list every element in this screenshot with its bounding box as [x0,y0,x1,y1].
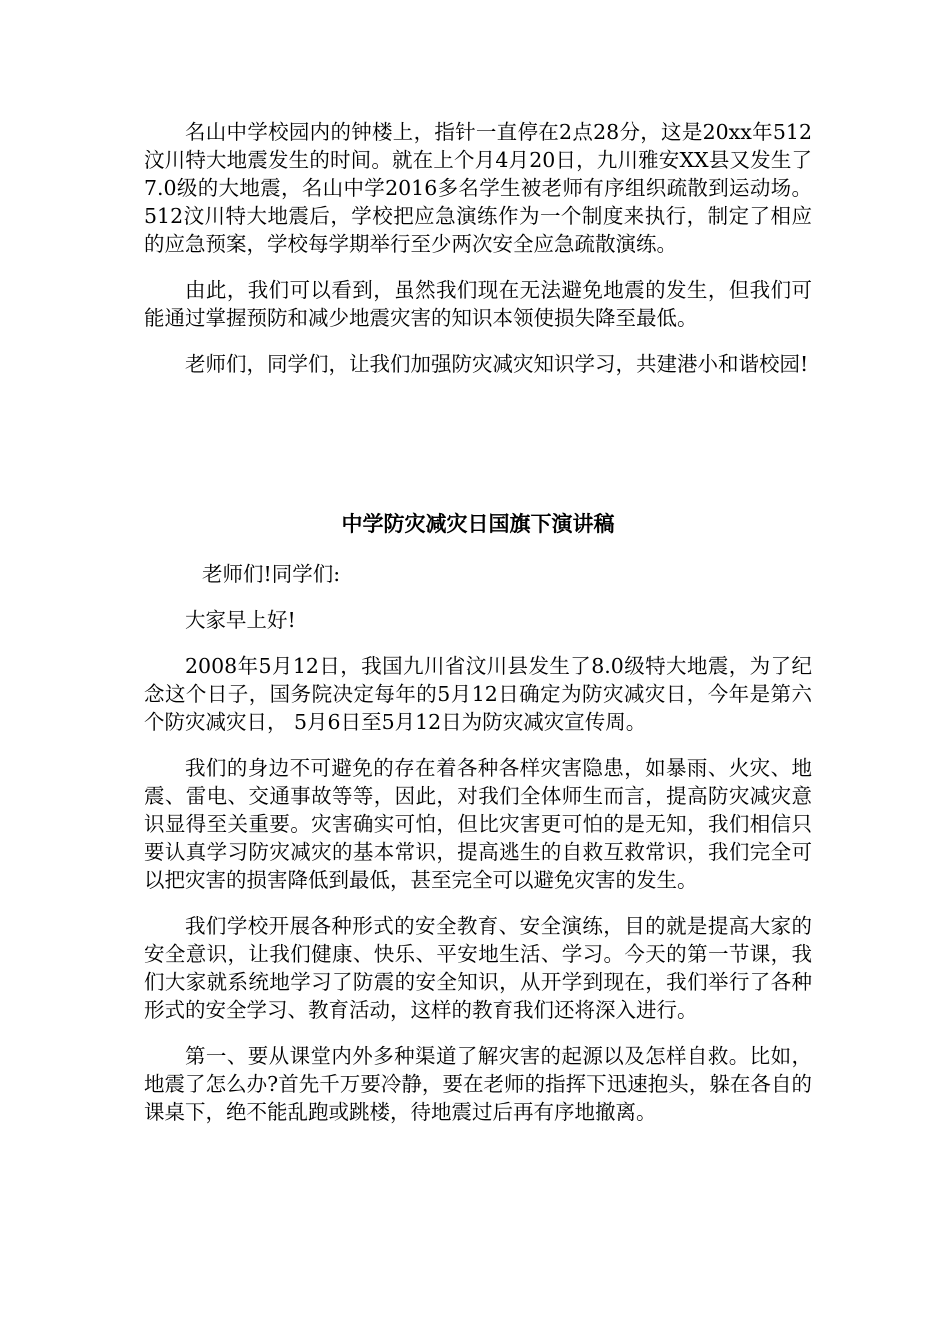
paragraph-clock-tower: 名山中学校园内的钟楼上，指针一直停在2点28分，这是20xx年512汶川特大地震发生的时间。就在上个月4月20日，九川雅安XX县又发生了7.0级的大地震，名山中学2016多名学生被老师有序组织疏散到运动场。512汶川特大地震后，学校把应急演练作为一个制度来执行，制定了相应的应急预案，学校每学期举行至少两次安全应急疏散演练。 [144,120,812,256]
paragraph-conclusion: 由此，我们可以看到，虽然我们现在无法避免地震的发生，但我们可能通过掌握预防和减少地震灾害的知识本领使损失降至最低。 [144,278,812,330]
speech-title: 中学防灾减灾日国旗下演讲稿 [341,512,615,536]
paragraph-first-point: 第一、要从课堂内外多种渠道了解灾害的起源以及怎样自救。比如，地震了怎么办?首先千万要冷静，要在老师的指挥下迅速抱头，躲在各自的课桌下，绝不能乱跑或跳楼，待地震过后再有序地撤离。 [144,1044,812,1124]
paragraph-2008-earthquake: 2008年5月12日，我国九川省汶川县发生了8.0级特大地震，为了纪念这个日子，国务院决定每年的5月12日确定为防灾减灾日，今年是第六个防灾减灾日， 5月6日至5月12日为防灾减灾宣传周。 [144,654,812,734]
speech-salutation: 老师们!同学们: [202,562,341,586]
speech-greeting: 大家早上好! [185,608,296,632]
paragraph-closing: 老师们，同学们，让我们加强防灾减灾知识学习，共建港小和谐校园! [185,352,809,376]
previous-section [144,118,812,378]
speech-body [144,560,812,1126]
paragraph-disaster-awareness: 我们的身边不可避免的存在着各种各样灾害隐患，如暴雨、火灾、地震、雷电、交通事故等等，因此，对我们全体师生而言，提高防灾减灾意识显得至关重要。灾害确实可怕，但比灾害更可怕的是无知，我们相信只要认真学习防灾减灾的基本常识，提高逃生的自救互救常识，我们完全可以把灾害的损害降低到最低，甚至完全可以避免灾害的发生。 [144,756,812,892]
paragraph-school-education: 我们学校开展各种形式的安全教育、安全演练，目的就是提高大家的安全意识，让我们健康、快乐、平安地生活、学习。今天的第一节课，我们大家就系统地学习了防震的安全知识，从开学到现在，我们举行了各种形式的安全学习、教育活动，这样的教育我们还将深入进行。 [144,914,812,1022]
